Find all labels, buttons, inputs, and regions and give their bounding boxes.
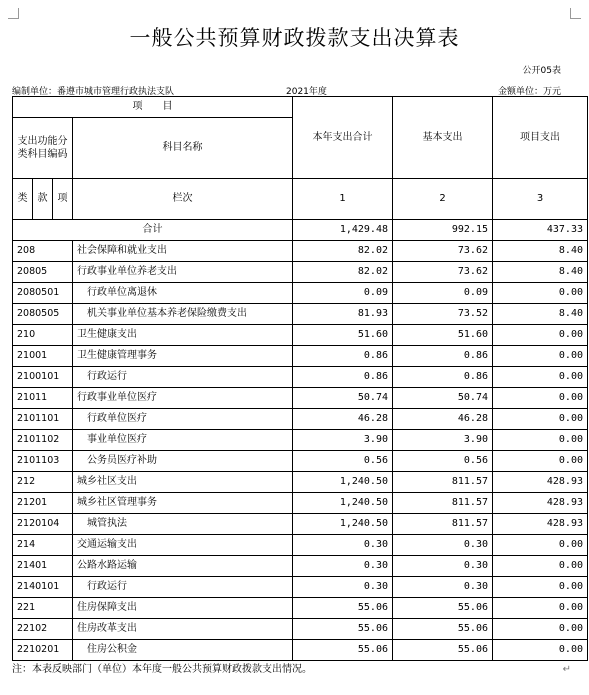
sum-basic: 992.15: [393, 220, 493, 241]
amount-unit: 金额单位：万元: [497, 87, 561, 97]
row-subject-name: 公路水路运输: [73, 556, 293, 577]
row-project: 0.00: [493, 346, 588, 367]
row-project: 0.00: [493, 451, 588, 472]
row-total: 0.30: [293, 535, 393, 556]
row-total: 0.86: [293, 346, 393, 367]
header-basic: 基本支出: [393, 97, 493, 179]
row-subject-name: 住房保障支出: [73, 598, 293, 619]
row-basic: 0.09: [393, 283, 493, 304]
row-total: 0.56: [293, 451, 393, 472]
paragraph-mark: ↵: [562, 664, 571, 675]
table-row: [13, 346, 588, 367]
row-code: 2100101: [13, 367, 73, 388]
row-code: 2101103: [13, 451, 73, 472]
row-code: 21401: [13, 556, 73, 577]
row-total: 0.09: [293, 283, 393, 304]
row-subject-name: 社会保障和就业支出: [73, 241, 293, 262]
row-basic: 73.52: [393, 304, 493, 325]
row-project: 428.93: [493, 472, 588, 493]
header-func-class: 支出功能分类科目编码: [13, 118, 73, 179]
row-project: 428.93: [493, 514, 588, 535]
row-subject-name: 城乡社区管理事务: [73, 493, 293, 514]
table-row: [13, 241, 588, 262]
row-basic: 55.06: [393, 598, 493, 619]
table-row: [13, 640, 588, 661]
table-row: [13, 472, 588, 493]
row-code: 22102: [13, 619, 73, 640]
table-row: [13, 619, 588, 640]
row-code: 21011: [13, 388, 73, 409]
row-total: 46.28: [293, 409, 393, 430]
row-project: 8.40: [493, 262, 588, 283]
row-basic: 811.57: [393, 493, 493, 514]
row-total: 82.02: [293, 241, 393, 262]
footnote: 注：本表反映部门（单位）本年度一般公共预算财政拨款支出情况。: [12, 664, 312, 675]
row-code: 212: [13, 472, 73, 493]
row-subject-name: 行政事业单位养老支出: [73, 262, 293, 283]
header-project: 项目支出: [493, 97, 588, 179]
row-subject-name: 交通运输支出: [73, 535, 293, 556]
row-subject-name: 住房公积金: [73, 640, 293, 661]
row-code: 2101101: [13, 409, 73, 430]
table-row: [13, 598, 588, 619]
row-total: 81.93: [293, 304, 393, 325]
row-basic: 73.62: [393, 262, 493, 283]
table-row: [13, 283, 588, 304]
row-basic: 55.06: [393, 640, 493, 661]
table-row: [13, 535, 588, 556]
table-row: [13, 514, 588, 535]
row-basic: 55.06: [393, 619, 493, 640]
row-project: 0.00: [493, 325, 588, 346]
table-row: [13, 577, 588, 598]
row-project: 0.00: [493, 598, 588, 619]
row-basic: 0.30: [393, 577, 493, 598]
row-code: 210: [13, 325, 73, 346]
compiling-unit: 编制单位：番遵市城市管理行政执法支队: [12, 87, 175, 97]
page-corner-mark-left: [8, 8, 19, 19]
header-xiang: 项: [53, 179, 73, 220]
sum-project: 437.33: [493, 220, 588, 241]
row-subject-name: 行政运行: [73, 367, 293, 388]
row-subject-name: 城乡社区支出: [73, 472, 293, 493]
table-row: [13, 304, 588, 325]
header-lei: 类: [13, 179, 33, 220]
row-basic: 50.74: [393, 388, 493, 409]
row-code: 21201: [13, 493, 73, 514]
row-subject-name: 机关事业单位基本养老保险缴费支出: [73, 304, 293, 325]
row-basic: 811.57: [393, 472, 493, 493]
row-project: 0.00: [493, 409, 588, 430]
header-total: 本年支出合计: [293, 97, 393, 179]
row-basic: 51.60: [393, 325, 493, 346]
row-subject-name: 行政单位离退休: [73, 283, 293, 304]
row-basic: 0.86: [393, 346, 493, 367]
row-basic: 3.90: [393, 430, 493, 451]
row-total: 82.02: [293, 262, 393, 283]
row-project: 0.00: [493, 430, 588, 451]
row-project: 0.00: [493, 283, 588, 304]
row-basic: 73.62: [393, 241, 493, 262]
row-basic: 0.30: [393, 556, 493, 577]
row-total: 51.60: [293, 325, 393, 346]
row-subject-name: 住房改革支出: [73, 619, 293, 640]
column-number-2: 2: [393, 179, 493, 220]
row-code: 214: [13, 535, 73, 556]
row-code: 20805: [13, 262, 73, 283]
row-basic: 46.28: [393, 409, 493, 430]
table-row: [13, 262, 588, 283]
row-project: 0.00: [493, 577, 588, 598]
table-row: [13, 493, 588, 514]
row-project: 428.93: [493, 493, 588, 514]
table-row: [13, 430, 588, 451]
row-project: 8.40: [493, 304, 588, 325]
table-row: [13, 451, 588, 472]
header-kuan: 款: [33, 179, 53, 220]
row-total: 55.06: [293, 640, 393, 661]
page-title: 一般公共预算财政拨款支出决算表: [129, 26, 460, 50]
row-code: 2080505: [13, 304, 73, 325]
row-code: 2080501: [13, 283, 73, 304]
row-project: 8.40: [493, 241, 588, 262]
column-number-1: 1: [293, 179, 393, 220]
row-basic: 0.30: [393, 535, 493, 556]
row-total: 0.30: [293, 577, 393, 598]
row-total: 55.06: [293, 598, 393, 619]
row-project: 0.00: [493, 619, 588, 640]
row-subject-name: 行政事业单位医疗: [73, 388, 293, 409]
row-total: 1,240.50: [293, 472, 393, 493]
table-row: [13, 556, 588, 577]
row-code: 2140101: [13, 577, 73, 598]
row-subject-name: 城管执法: [73, 514, 293, 535]
page-corner-mark-right: [570, 8, 581, 19]
row-code: 2210201: [13, 640, 73, 661]
row-total: 55.06: [293, 619, 393, 640]
row-basic: 811.57: [393, 514, 493, 535]
row-project: 0.00: [493, 556, 588, 577]
row-total: 1,240.50: [293, 493, 393, 514]
expenditure-table: [12, 96, 588, 661]
header-item: 项 目: [13, 97, 293, 118]
row-subject-name: 事业单位医疗: [73, 430, 293, 451]
row-total: 1,240.50: [293, 514, 393, 535]
row-total: 3.90: [293, 430, 393, 451]
row-subject-name: 行政运行: [73, 577, 293, 598]
form-number: 公开05表: [522, 66, 561, 76]
row-code: 2120104: [13, 514, 73, 535]
table-row: [13, 409, 588, 430]
row-project: 0.00: [493, 388, 588, 409]
row-basic: 0.86: [393, 367, 493, 388]
row-code: 221: [13, 598, 73, 619]
table-row: [13, 388, 588, 409]
row-project: 0.00: [493, 640, 588, 661]
column-number-label: 栏次: [73, 179, 293, 220]
row-code: 21001: [13, 346, 73, 367]
row-total: 0.30: [293, 556, 393, 577]
row-project: 0.00: [493, 535, 588, 556]
table-row: [13, 367, 588, 388]
row-subject-name: 行政单位医疗: [73, 409, 293, 430]
row-total: 0.86: [293, 367, 393, 388]
row-subject-name: 卫生健康支出: [73, 325, 293, 346]
table-row: [13, 325, 588, 346]
row-basic: 0.56: [393, 451, 493, 472]
row-code: 2101102: [13, 430, 73, 451]
sum-total: 1,429.48: [293, 220, 393, 241]
row-total: 50.74: [293, 388, 393, 409]
row-project: 0.00: [493, 367, 588, 388]
header-subject-name: 科目名称: [73, 118, 293, 179]
row-subject-name: 卫生健康管理事务: [73, 346, 293, 367]
column-number-3: 3: [493, 179, 588, 220]
sum-row-label: 合计: [13, 220, 293, 241]
row-subject-name: 公务员医疗补助: [73, 451, 293, 472]
row-code: 208: [13, 241, 73, 262]
fiscal-year: 2021年度: [286, 87, 327, 97]
